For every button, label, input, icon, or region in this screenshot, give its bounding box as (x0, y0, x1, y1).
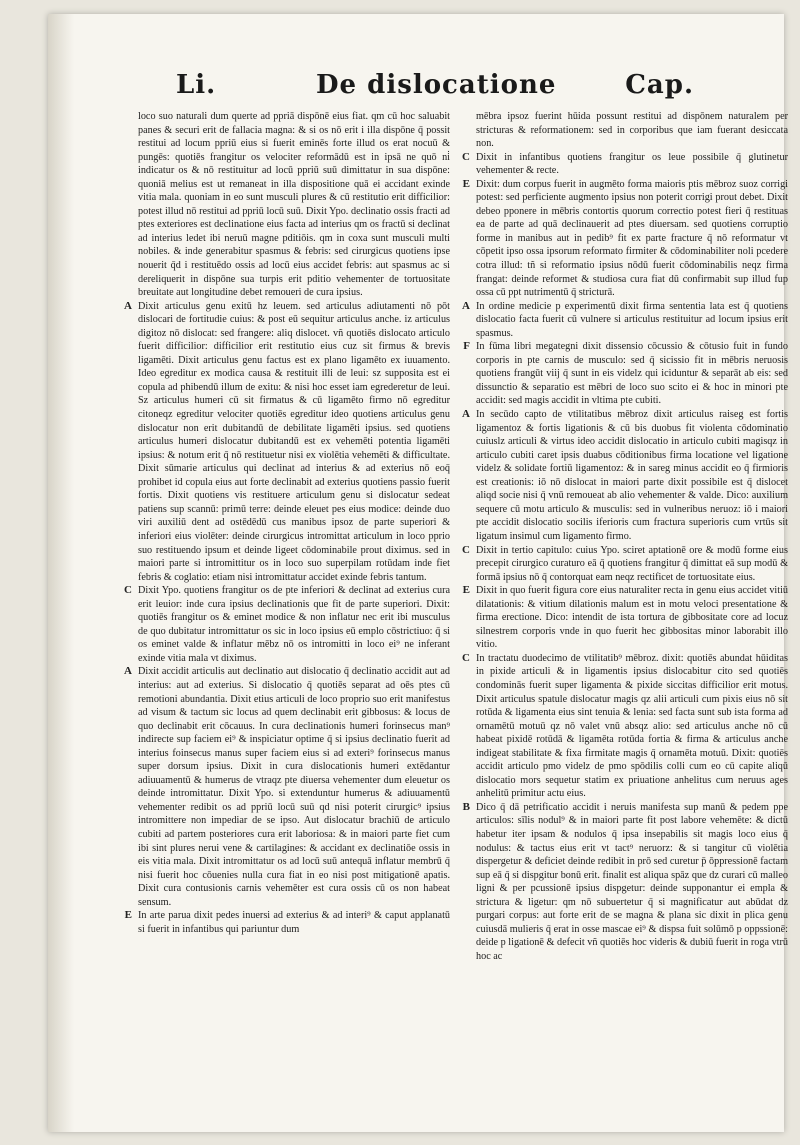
paragraph-text: In tractatu duodecimo de vtilitatib⁹ mēbroz. dixit: quotiēs abundat hūiditas in pixide articuli & in ligamentis ipsius dislocabitur cito sed quotiēs condominās fuerit super ligamenta & pixide siccitas difficilior erit motus. Dixit articulus spatule dislocatur magis qz alii articuli cum pixis eius nō sit rotūda & ligamenta eius sint tenuia & lenia: sed facta sunt sub ista forma ad ornamētū motuū qz nō valet vnū absqz alio: sed articulus anche nō cū habeat pixidē rotūdā & ligamēta rotūda fortia & firma & articulus anche indigeat stabilitate & fixa firmitate magis q̄ ornamēta motuū. Dixit: quotiēs accidit articulo pmo videlz de pmo spōdilis colli cum eo cū capite aliqū dislocatio mors sequetur statim ex priuatione anhelitus cum neruus ages anhelitū primitur actu eius. (476, 652, 788, 800)
paragraph-text: Dico q̄ dā petrificatio accidit i neruis manifesta sup manū & pedem ppe articulos: sīlis nodul⁹ & in maiori parte fit post labore vehemēte: & dictū habetur iter ipsam & nodulos q̄ ipsa insepabilis sit magis loco eius q̄ nodulus: & tactus eius erit vt tact⁹ neruorz: & si tangitur cū violētia dispergetur & deficiet deinde redibit in prō sed curetur p̄ ōppressionē factam sup eā q̄ si dispgitur bonū erit. finalit est aliqua spāz que dz curari cū malleo ligni & per pcussionē ipsius dispgetur: deinde supponantur ei empla & strictura & ligetur: qm nō subuertetur q̄ si magnificatur aut abūdat dz purgari corpus: aut forte erit de se magna & plana sic dixit in plica genu cuiusdā mulieris q̄ erat in osse mascae ei⁹ & dispsa fuit solūmō p oppssionē: deide p ligationē & defecit vñ quotiēs hoc videris & dubiū fuerit in roga vtrū hoc ac (476, 801, 788, 962)
margin-letter: A (462, 408, 470, 421)
paragraph (138, 110, 450, 300)
page-gutter-shadow (48, 14, 74, 1132)
margin-letter: A (462, 299, 470, 312)
margin-letter: C (124, 584, 132, 597)
margin-letter: F (463, 340, 470, 353)
paragraph (124, 299, 450, 584)
paragraph-text: mēbra ipsoz fuerint hūida possunt restitui ad dispōnem naturalem per stricturas & reformationem: sed in corporibus que iam fuerant desiccata non. (476, 111, 788, 150)
right-text-column (462, 110, 788, 963)
paragraph-text: Dixit articulus genu exitū hz leuem. sed articulus adiutamenti nō pōt dislocari de fortitudie cuius: & post eū sequitur articulus anche. iz articulus digitoz nō dislocat: sed frangere: aliq dislocet. vñ quotiēs dislocato articulo fuerit difficilior: difficilior erit restitutio eius cuz sit firmus & brevis ligamēti. Dixit articulus genu factus est ex plano ligamēto ex iuuamento. Ideo egreditur ex modica causa & restituit illi de leui: sz supposita est ei copula ad phibendū illum de exitu: & nisi hoc esset iam egrederetur de leui. Sz articulus humeri cū sit firmatus & cū ligamēto firmo nō egreditur citoneqz egreditur velociter quotiēs egreditur ideo quotiens articulus genu dislocatur non erit dubitandū de debilitate ligamēti ipsius. sed quotiens articulus humeri dislocatur dubitandū est ex vehemēti potentia ligamēti ipsius: & notum erit q̄ nō restituetur nisi ex violētia vehemēti & difficultate. Dixit sūmarie articulus qui declinat ad interius & ad exterius nō eoq̄ prohibet id copula eius aut forte declinabit ad exterius quotiens passio fuerit fortis. Dixit quotiens vis restituere articulum genu si dislocatur sedeat patiens sup scannū: primū terre: deinde eleuet pes eius modice: deinde duo viri auxiliū dent ad ostēdēdū cus manibus ipsoz de parte superiori & inferiori eius violēter: deinde cirurgicus intromittat articulum in loco pprio suo restituendo ipsum et deinde ligeet cōdominabile prout diximus. sed in maiori parte si intromittitur os in loco suo superpilam rotūdam inde fiet febris & coglatio: etiam nisi intromittatur accidet exinde febris tantum. (138, 300, 450, 583)
folio-number: Li. (176, 70, 217, 100)
book-page (48, 14, 788, 1132)
paragraph (462, 299, 788, 341)
paragraph (463, 340, 788, 408)
paragraph-text: In ordine medicie p experimentū dixit firma sententia lata est q̄ quotiens dislocatio facta fuerit cū vulnere si articulus restituitur ad locum ipsius erit spasmus. (476, 300, 788, 339)
running-header (136, 70, 724, 110)
paragraph-text: Dixit in quo fuerit figura core eius naturaliter recta in genu eius accidet vitiū dilatationis: & vitium dilationis malum est in motu veloci presentatione & firma erectione. Dico: intendit de ista tortura de gibbositate core ad locuz silnestrem corporis vnde in quo fuerit hec gibbositas minor laborabit illo vitio. (476, 585, 788, 651)
margin-letter: E (124, 909, 132, 922)
paragraph-text: Dixit in infantibus quotiens frangitur os leue possibile q̄ glutinetur vehementer & recte. (476, 151, 788, 177)
paragraph (462, 800, 788, 964)
paragraph (462, 177, 788, 300)
paragraph (462, 584, 788, 652)
paragraph (462, 408, 788, 543)
margin-letter: E (462, 584, 470, 597)
paragraph-text: Dixit accidit articulis aut declinatio aut dislocatio q̄ declinatio accidit aut ad interius: aut ad exterius. Si dislocatio q̄ quotiēs separat ad oēs ptes cū remotioni abundantia. Dixit etius articuli de loco proprio suo erit manifestus ad visum & tactum sic locus ad quem declinabit erit gibbosus: & locus de quo declinabit erit cōcauus. In cura declinationis humeri forinsecus man⁹ indirecte sup faciem ei⁹ & inspiciatur optime q̄ si ipsius declinatio fuerit ad interius foinsecus manus super faciem eius si ad exteri⁹ forinsecus manus super dorsum ipsius. Dixit in cura dislocationis humeri extēdantur adiuuamentū & humerus de vtraqz pte diuersa vehementer dum eleuetur os deinde intromittatur. Dixit Ypo. si extenduntur humerus & adiuuamentū vehementer redibit os ad ppriū locū suū qd nisi poterit cirurgic⁹ ipsius intromittere non impediar de se ipso. Aut dislocatur brachiū de articulo cubiti ad partem posteriores cura erit laboriosa: & in maiori parte fiet cum ibi sint plures nerui vene & cartilagines: & accidant ex declinatiōe ossis in eis vitia mala. Dixit intromittatur os ad locū suū antequā inflatur membrū q̄ nisi fuerit hoc cōuenies nulla cura fiat in eo nisi post mitigationē apatis. Dixit cura contusionis carnis vehemēter est cura ossis cū os non habeat sensum. (138, 666, 450, 908)
paragraph (124, 584, 450, 665)
paragraph (476, 110, 788, 151)
paragraph-text: In fūma libri megategni dixit dissensio cōcussio & cōtusio fuit in fundo corporis in pte carnis de musculo: sed q̄ sicissio fit in mēbris neruosis quotiens frangūt viij q̄ sunt in eis videlz qui iciduntur & separāt ab eis: sed dissunctio & separatio est mēbri de loco suo scito ei & hoc in minori pte accidit: sed magis accidit in vltima pte cubiti. (476, 341, 788, 407)
paragraph-text: In secūdo capto de vtilitatibus mēbroz dixit articulus raiseg est fortis ligamentoz & fortis ligationis & cū bis duobus fit violenta cōdominatio cuiuslz articuli & virtus ideo accidit dislocatio in articulo cubiti magisqz in articulo cubiti caret ipsis duabus cōditionibus firma locatione vel ligatione videlz & solidate fortiū ligamentoz: & in sareg minus accidit eo q̄ firmioris est creationis: iō nō dislocat in maiori parte dixit possibile est q̄ dislocet aliqd socie nisi q̄ vnū remoueat ab alio vehementer & valde. Dico: auxilium sequere cū motu articulo & musculis: sed in vulneribus neruoz: iō i maiori pte accidit dislocatio socilis iferioris cum fractura superioris cum vrtūs sit ligatum insimul cum ligamento firmo. (476, 409, 788, 542)
paragraph (462, 150, 788, 178)
chapter-heading: Cap. (625, 70, 694, 100)
paragraph-text: In arte parua dixit pedes inuersi ad exterius & ad interi⁹ & caput applanatū si fuerit in infantibus qui pariuntur dum (138, 910, 450, 935)
paragraph-text: Dixit Ypo. quotiens frangitur os de pte inferiori & declinat ad exterius cura erit leuior: inde cura ipsius declinationis que fit de parte superiori. Dixit: quotiēs frangitur os & eminet modice & non inflatur nec erit ibi musculus de quo dubitatur intromittatur os sic in loco ipsius eū emplo cōstrictiuo: q̄ si os eminet valde & inflatur mēbz nō os intromitti in loco ei⁹ ne inferant exinde vitia mala vt diximus. (138, 585, 450, 664)
margin-letter: C (462, 543, 470, 556)
margin-letter: A (124, 299, 132, 312)
paragraph-text: Dixit in tertio capitulo: cuius Ypo. sciret aptationē ore & modū forme eius precepit cirurgico curaturo eā q̄ quotiens frangitur q̄ dimittat eā sup modū & formā ipsius nō q̄ contorquat eam neqz rectificet de tortuositate eius. (476, 544, 788, 583)
margin-letter: B (462, 800, 470, 813)
paragraph (124, 665, 450, 909)
paragraph-text: Dixit: dum corpus fuerit in augmēto forma maioris ptis mēbroz suoz corrigi potest: sed perficiente augmento ipsius non poterit corrigi prout debet. Dixit debeo pponere in mēbris contortis quorum correctio potest fieri q̄ restituas ea de parte ad quā declinauerit ad ptes diuersam. sed quotiens corruptio forme in manibus aut in pedib⁹ fit ex parte fracture q̄ nō reformatur vt cōpetit ipso ossa ipsorum reformato firmiter & cōdominabiliter noli pcedere cotra illud: tñ si reformatio ipsius nōdū fuerit cōdominabilis neqz firma frangat: deinde reformet & studiosa cura fiat dū confirmabit sup illud fup ossa cū ppt nutrimentū q̄ stricturā. (476, 178, 788, 299)
margin-letter: A (124, 665, 132, 678)
paragraph (124, 909, 450, 936)
paragraph-text: loco suo naturali dum querte ad ppriā dispōnē eius fiat. qm cū hoc saluabit panes & securi erit de fallacia magna: & si os nō erit i illa dispōne q̄ possit restitui ad locum ppriū eius si fuerit eminēs forte illud os erat nocuū & pungēs: quotiēs frangitur os velociter reformādū est in ipsā ne quō ni̇ indicatur os & nō restituitur ad locū ppriū suū dimittatur in sua dispōne: quoniā melius est ut remaneat in illa dispositione quā ei accidant exinde vitia mala. quoniam in eo sunt musculi plures & cū restitutio erit difficilior: potest illud nō restitui ad ppriū locū suū. Dixit Ypo. declinatio ossis fracti ad ptes exteriores est declinatione eius facta ad interius qm os fractū si declinat ad interius ledet ibi neruū magne pditiōis. qm in coxa sunt musculi multi nobiles. & inde generabitur spasmus & febris: sed cirurgicus quotiens ipse nouerit q̄d i restituēdo ossis ad locū eius accidet febris: aut spasmus ac si dereliquerit in dispōne sua turpis erit pditio vehementer de tortuositate breuitate aut longitudine debet remoueri de cura ipsius. (138, 111, 450, 299)
margin-letter: E (462, 177, 470, 190)
margin-letter: C (462, 651, 470, 664)
paragraph (462, 651, 788, 801)
running-title: De dislocatione (316, 70, 557, 100)
paragraph (462, 543, 788, 585)
left-text-column (124, 110, 450, 936)
margin-letter: C (462, 150, 470, 163)
